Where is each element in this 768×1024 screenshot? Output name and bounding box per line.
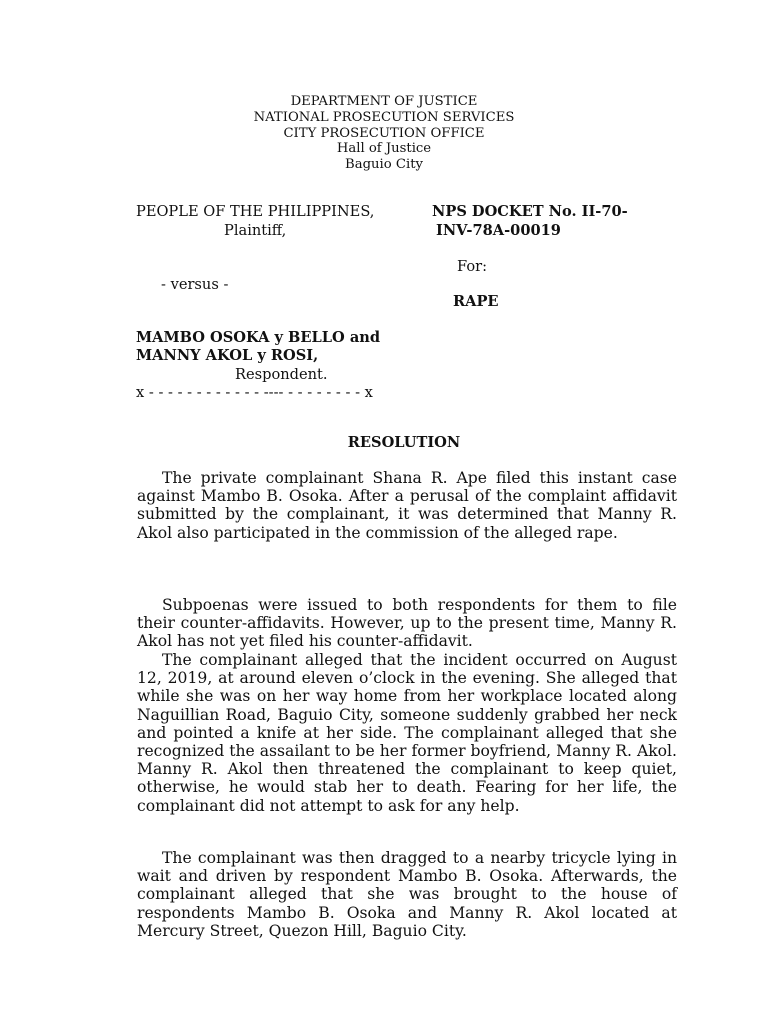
docket-number-line1: NPS DOCKET No. II-70-	[432, 203, 628, 220]
paragraph-4: The complainant was then dragged to a nearby tricycle lying in wait and driven by respondent Mambo B. Osoka. Afterwards, the complainant alleged that she was brought to the house of respondents Mambo B. Osoka and Manny R. Akol located at Mercury Street, Quezon Hill, Baguio City.	[137, 849, 677, 940]
plaintiff-role: Plaintiff,	[224, 222, 287, 239]
respondent-name-2: MANNY AKOL y ROSI,	[136, 347, 319, 364]
paragraph-1: The private complainant Shana R. Ape filed this instant case against Mambo B. Osoka. After a perusal of the complaint affidavit submitted by the complainant, it was determined that Manny R. Akol also participated in the commission of the alleged rape.	[137, 469, 677, 542]
header-line-department: DEPARTMENT OF JUSTICE	[290, 94, 478, 109]
versus-label: - versus -	[161, 276, 229, 293]
office-header	[0, 94, 768, 173]
header-line-city: Baguio City	[345, 157, 423, 173]
header-line-hall: Hall of Justice	[336, 141, 432, 157]
paragraph-2: Subpoenas were issued to both respondents for them to file their counter-affidavits. However, up to the present time, Manny R. Akol has not yet filed his counter-affidavit.	[137, 596, 677, 651]
for-label: For:	[457, 258, 488, 275]
respondent-role: Respondent.	[235, 366, 328, 383]
resolution-title: RESOLUTION	[347, 434, 461, 451]
offense-label: RAPE	[453, 293, 499, 310]
paragraph-3: The complainant alleged that the incident occurred on August 12, 2019, at around eleven o’clock in the evening. She alleged that while she was on her way home from her workplace located along Naguillian Road, Baguio City, someone suddenly grabbed her neck and pointed a knife at her side. The complainant alleged that she recognized the assailant to be her former boyfriend, Manny R. Akol. Manny R. Akol then threatened the complainant to keep quiet, otherwise, he would stab her to death. Fearing for her life, the complainant did not attempt to ask for any help.	[137, 651, 677, 815]
caption-separator: x - - - - - - - - - - - - ---- - - - - - - - - x	[136, 384, 373, 401]
header-line-office: CITY PROSECUTION OFFICE	[283, 125, 485, 141]
docket-number-line2: INV-78A-00019	[436, 222, 561, 239]
plaintiff-name: PEOPLE OF THE PHILIPPINES,	[136, 203, 375, 220]
respondent-name-1: MAMBO OSOKA y BELLO and	[136, 329, 381, 346]
header-line-nps: NATIONAL PROSECUTION SERVICES	[253, 109, 515, 125]
